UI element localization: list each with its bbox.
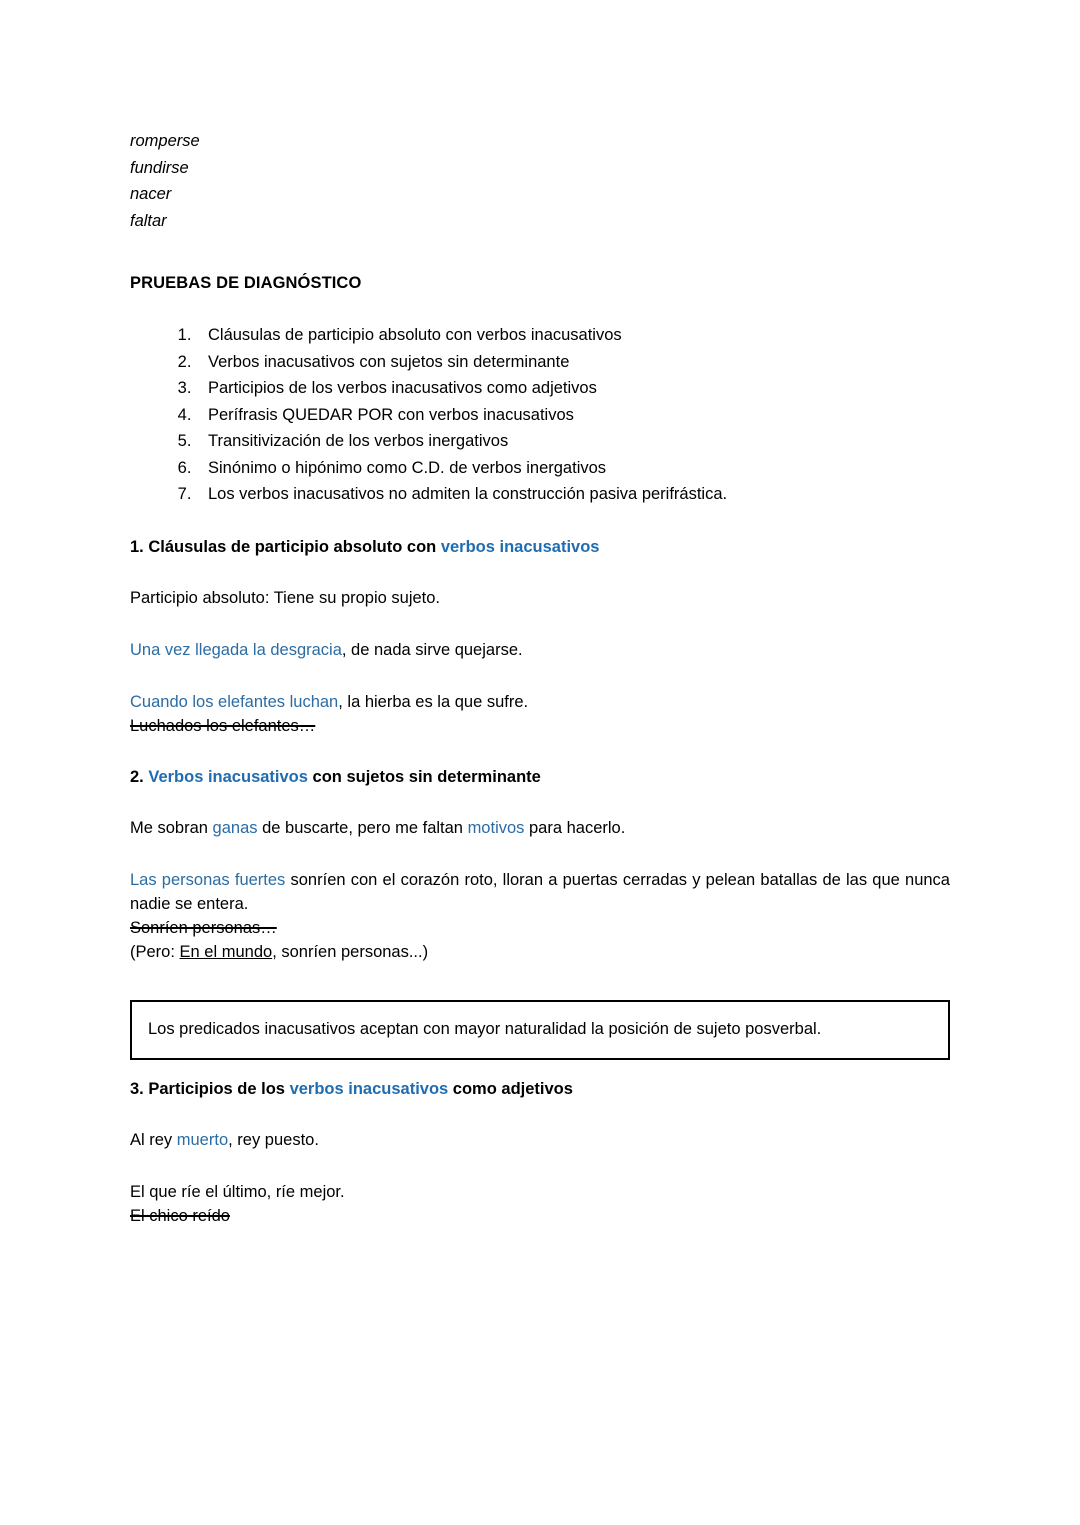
- list-item: 4. Perífrasis QUEDAR POR con verbos inacusativos: [196, 402, 950, 429]
- list-item: 7. Los verbos inacusativos no admiten la construcción pasiva perifrástica.: [196, 481, 950, 508]
- example-highlight: Cuando los elefantes luchan: [130, 692, 339, 711]
- spacer: [130, 508, 950, 536]
- document-content: [130, 128, 950, 1228]
- parenthetical-text: , sonríen personas...): [272, 942, 429, 961]
- spacer: [130, 738, 950, 766]
- example-highlight: Las personas fuertes: [130, 870, 286, 889]
- verb-list-item: romperse: [130, 132, 200, 150]
- example-text: Me sobran: [130, 818, 213, 837]
- section-1-heading-text: 1. Cláusulas de participio absoluto con: [130, 537, 441, 556]
- list-item: 5. Transitivización de los verbos inergativos: [196, 428, 950, 455]
- section-1-heading: [130, 536, 950, 558]
- example-highlight: motivos: [467, 818, 525, 837]
- section-3-ungrammatical-example: El chico reído: [130, 1206, 230, 1225]
- section-2-parenthetical-example: [130, 940, 950, 964]
- verb-list-item: nacer: [130, 185, 172, 203]
- section-3-heading-number: 3. Participios de los: [130, 1079, 290, 1098]
- verb-list: [130, 128, 950, 234]
- section-2-heading-number: 2.: [130, 767, 149, 786]
- spacer: [130, 840, 950, 868]
- parenthetical-underlined: En el mundo: [179, 942, 273, 961]
- spacer: [130, 294, 950, 322]
- section-1-heading-highlight: verbos inacusativos: [440, 537, 600, 556]
- parenthetical-text: (Pero:: [130, 942, 180, 961]
- participio-absoluto-definition: Participio absoluto: Tiene su propio sujeto.: [130, 588, 441, 607]
- section-1-example-2: [130, 690, 950, 714]
- section-3-heading: [130, 1078, 950, 1100]
- section-2-example-1: [130, 816, 950, 840]
- callout-box: [130, 1000, 950, 1060]
- section-2-example-2: [130, 868, 950, 916]
- spacer: [130, 1060, 950, 1078]
- example-text: sonríen con el corazón roto, lloran a puertas cerradas y pelean batallas de las que nunca nadie se entera.: [130, 870, 950, 913]
- section-1-example-1: [130, 638, 950, 662]
- example-highlight: muerto: [176, 1130, 229, 1149]
- example-text: , de nada sirve quejarse.: [341, 640, 523, 659]
- section-3-heading-highlight: verbos inacusativos: [289, 1079, 449, 1098]
- example-highlight: ganas: [212, 818, 258, 837]
- list-item: 6. Sinónimo o hipónimo como C.D. de verbos inergativos: [196, 455, 950, 482]
- list-item: 3. Participios de los verbos inacusativos como adjetivos: [196, 375, 950, 402]
- example-highlight: Una vez llegada la desgracia: [130, 640, 342, 659]
- spacer: [130, 1100, 950, 1128]
- example-text: Al rey: [130, 1130, 177, 1149]
- verb-list-item: faltar: [130, 211, 167, 230]
- spacer: [130, 1152, 950, 1180]
- example-text: para hacerlo.: [524, 818, 626, 837]
- spacer: [130, 788, 950, 816]
- spacer: [130, 610, 950, 638]
- callout-text: Los predicados inacusativos aceptan con mayor naturalidad la posición de sujeto posverbal.: [148, 1019, 822, 1038]
- verb-list-item: fundirse: [130, 158, 189, 177]
- spacer: [130, 558, 950, 586]
- section-3-example-2: El que ríe el último, ríe mejor.: [130, 1182, 345, 1201]
- section-3-heading-text: como adjetivos: [448, 1079, 573, 1098]
- diagnostic-tests-list: [130, 322, 950, 508]
- section-2-heading-highlight: Verbos inacusativos: [148, 767, 308, 786]
- section-2-heading: [130, 766, 950, 788]
- pruebas-de-diagnostico-heading: PRUEBAS DE DIAGNÓSTICO: [130, 274, 362, 292]
- section-2-heading-text: con sujetos sin determinante: [307, 767, 541, 786]
- list-item: 1. Cláusulas de participio absoluto con verbos inacusativos: [196, 322, 950, 349]
- spacer: [130, 662, 950, 690]
- section-3-example-1: [130, 1128, 950, 1152]
- section-2-ungrammatical-example: Sonríen personas…: [130, 918, 277, 937]
- example-text: de buscarte, pero me faltan: [257, 818, 468, 837]
- section-1-ungrammatical-example: Luchados los elefantes…: [130, 716, 316, 735]
- example-text: , la hierba es la que sufre.: [338, 692, 529, 711]
- list-item: 2. Verbos inacusativos con sujetos sin determinante: [196, 349, 950, 376]
- example-text: , rey puesto.: [228, 1130, 319, 1149]
